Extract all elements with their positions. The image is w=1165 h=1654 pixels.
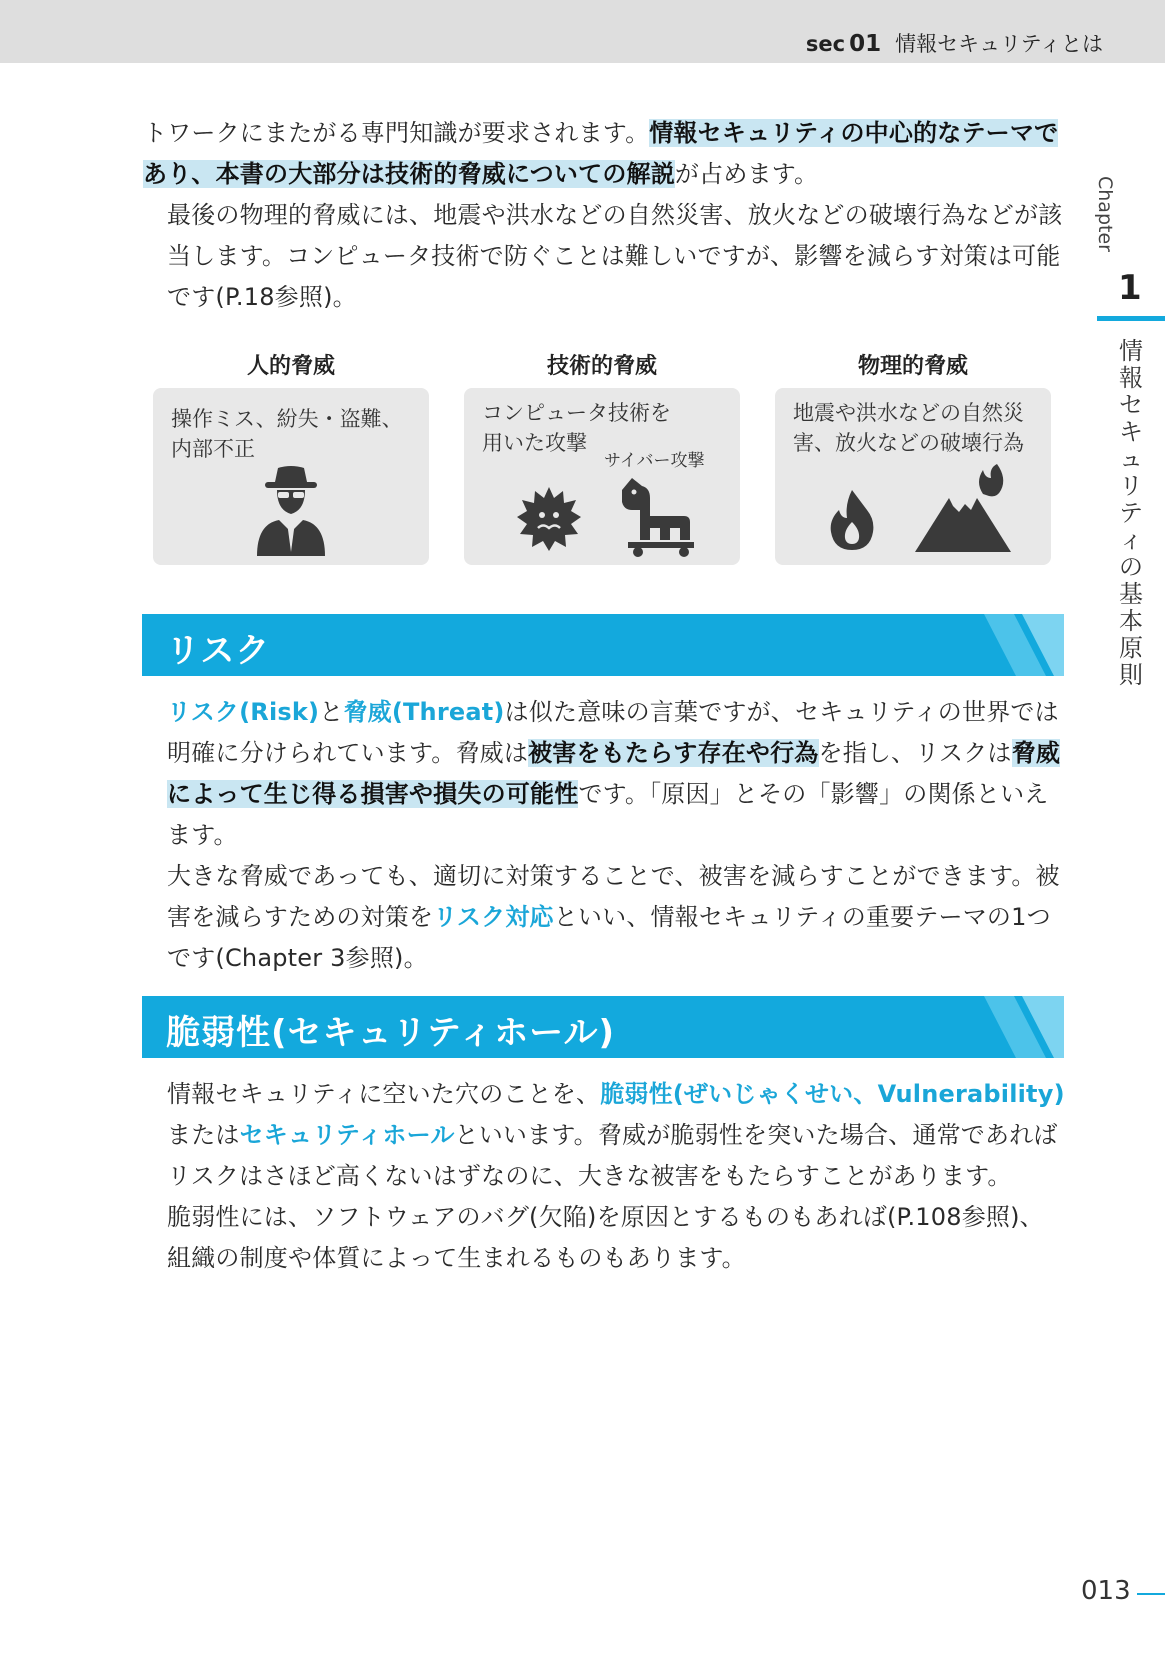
threat-box [153, 388, 429, 565]
threat-physical [775, 352, 1051, 565]
sec-label: sec [805, 32, 846, 56]
threat-desc: コンピュータ技術を 用いた攻撃 [482, 401, 671, 455]
volcano-icon [913, 464, 1013, 554]
risk-text-3: を指し、リスクは [818, 739, 1012, 767]
threat-title: 物理的脅威 [857, 354, 968, 379]
page-header [0, 0, 1165, 63]
chapter-title: 情報セキュリティの基本原則 [1119, 337, 1143, 689]
banner-stripe-decoration [984, 614, 1064, 676]
vuln-text-2: または [167, 1121, 240, 1149]
threat-box [775, 388, 1051, 565]
threat-desc: 地震や洪水などの自然災 害、放火などの破壊行為 [793, 401, 1024, 455]
threat-sub-label: サイバー攻撃 [604, 451, 705, 471]
chapter-label: Chapter [1094, 176, 1116, 252]
section-title: 情報セキュリティとは [895, 32, 1103, 56]
vulnerability-heading-banner [142, 996, 1064, 1058]
risk-text-1: と [319, 698, 344, 726]
risk-text [143, 692, 1065, 979]
section-label [806, 28, 1103, 58]
fire-icon [827, 488, 877, 552]
vuln-text-3: といいます。脅威が脆弱性を突いた場合、通常であればリスクはさほど高くないはずなのに、大きな被害をもたらすことがあります。 [167, 1121, 1058, 1190]
risk-paragraph-2 [143, 856, 1065, 979]
risk-highlight-1: 被害をもたらす存在や行為 [528, 739, 819, 767]
risk-text-2: は似た意味の言葉ですが、セキュリティの世界では明確に分けられています。脅威は [167, 698, 1059, 767]
threat-human [153, 352, 429, 565]
sec-number: 01 [849, 31, 882, 57]
threat-title: 技術的脅威 [546, 354, 657, 379]
banner-stripe-decoration [984, 996, 1064, 1058]
risk-keyword: リスク(Risk) [167, 698, 320, 726]
page-number: 013 [1081, 1576, 1131, 1606]
threat-technical [464, 352, 740, 565]
risk-heading-banner [142, 614, 1064, 676]
risk-heading: リスク [166, 631, 271, 671]
risk-response-keyword: リスク対応 [433, 903, 554, 931]
threat-title: 人的脅威 [246, 354, 335, 379]
intro-text [143, 113, 1065, 318]
vulnerability-heading: 脆弱性(セキュリティホール) [166, 1013, 615, 1053]
trojan-horse-icon [614, 476, 696, 558]
intro-text-b: が占めます。 [674, 160, 819, 188]
intro-paragraph-1 [143, 113, 1065, 195]
vuln-paragraph-1 [143, 1074, 1065, 1197]
virus-icon [516, 486, 582, 552]
intro-text-a: トワークにまたがる専門知識が要求されます。 [143, 119, 650, 147]
threat-diagram [153, 352, 1063, 567]
threat-desc: 操作ミス、紛失・盗難、 内部不正 [171, 407, 403, 461]
vulnerability-text [143, 1074, 1065, 1279]
page-number-line [1137, 1593, 1165, 1595]
threat-box [464, 388, 740, 565]
risk-p2-text-b: といい、情報セキュリティの重要テーマの1つです(Chapter 3参照)。 [167, 903, 1051, 972]
vuln-text-1: 情報セキュリティに空いた穴のことを、 [167, 1080, 601, 1108]
chapter-divider [1097, 316, 1165, 321]
risk-highlight-2: 脅威によって生じ得る損害や損失の可能性 [167, 739, 1061, 808]
intro-highlight: 情報セキュリティの中心的なテーマであり、本書の大部分は技術的脅威についての解説 [143, 119, 1059, 188]
vuln-paragraph-2: 脆弱性には、ソフトウェアのバグ(欠陥)を原因とするものもあれば(P.108参照)、組織の制度や体質によって生まれるものもあります。 [167, 1203, 1044, 1272]
vulnerability-keyword: 脆弱性(ぜいじゃくせい、Vulnerability) [600, 1080, 1065, 1108]
risk-paragraph-1 [143, 692, 1065, 856]
risk-p2-text-a: 大きな脅威であっても、適切に対策することで、被害を減らすことができます。被害を減らすための対策を [167, 862, 1060, 931]
intro-paragraph-2: 最後の物理的脅威には、地震や洪水などの自然災害、放火などの破壊行為などが該当します。コンピュータ技術で防ぐことは難しいですが、影響を減らす対策は可能です(P.18参照)。 [167, 201, 1063, 311]
chapter-number: 1 [1118, 268, 1142, 308]
security-hole-keyword: セキュリティホール [239, 1121, 455, 1149]
spy-person-icon [255, 466, 327, 556]
threat-keyword: 脅威(Threat) [343, 698, 505, 726]
risk-text-4: です。「原因」とその「影響」の関係といえます。 [167, 780, 1049, 849]
